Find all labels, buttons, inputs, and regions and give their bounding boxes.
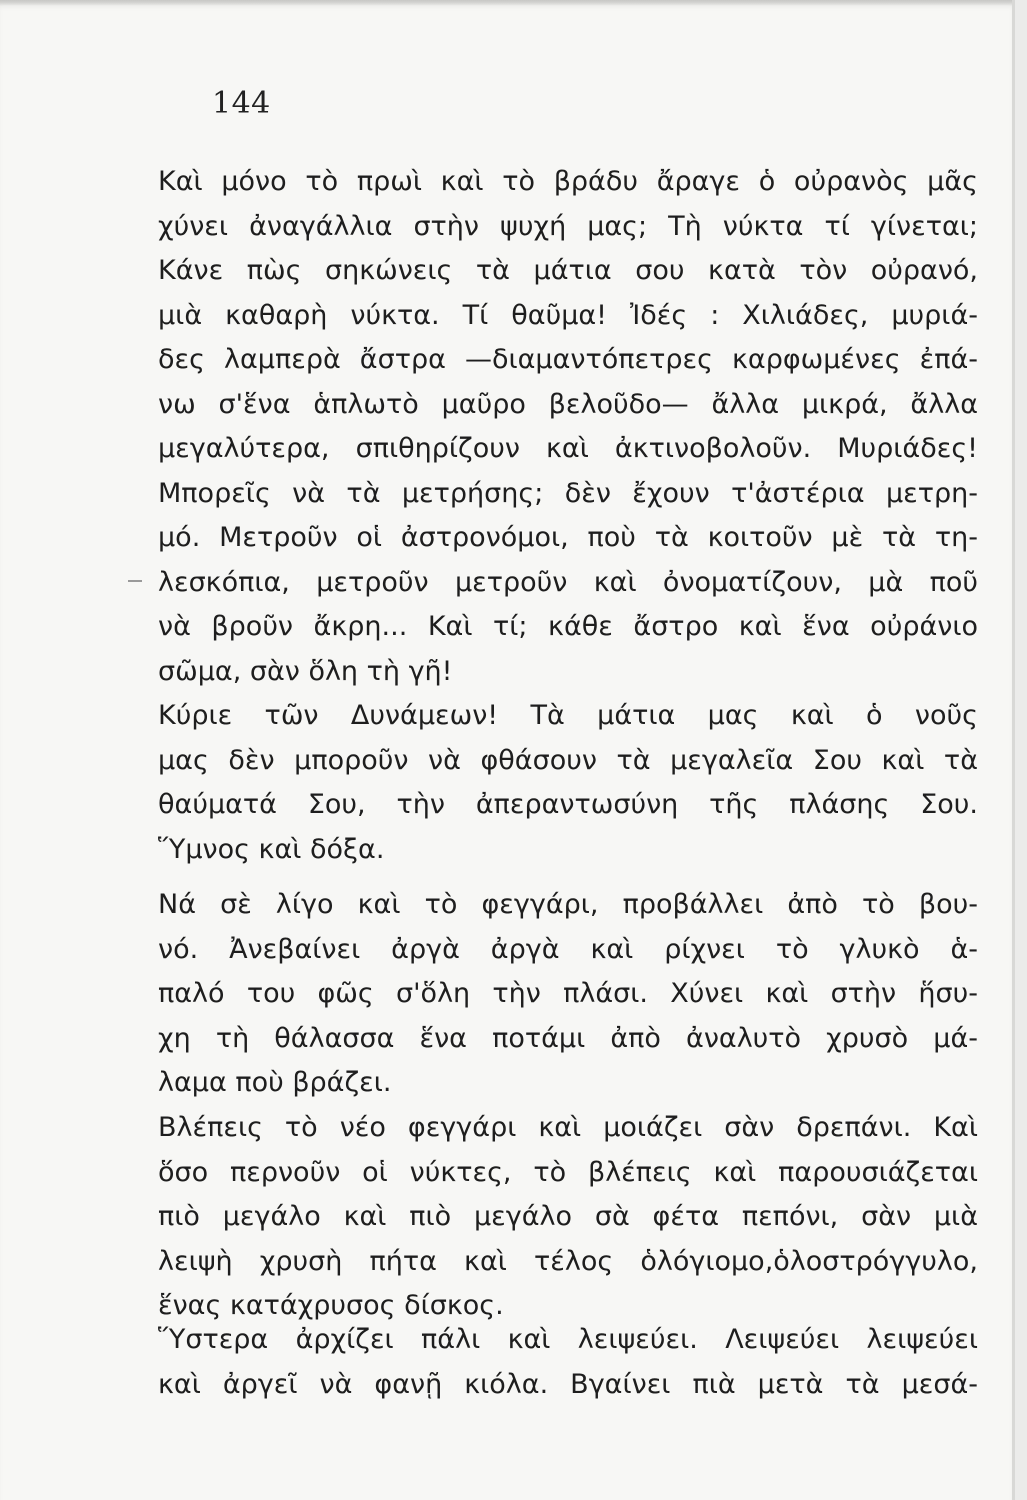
- text-line: Ὕμνος καὶ δόξα.: [158, 833, 385, 865]
- text-line: μιὰ καθαρὴ νύκτα. Τί θαῦμα! Ἰδές : Χιλιάδες, μυριά-: [158, 299, 978, 331]
- text-line: νω σ'ἕνα ἁπλωτὸ μαῦρο βελοῦδο— ἄλλα μικρά, ἄλλα: [158, 388, 978, 420]
- text-line: νό. Ἀνεβαίνει ἀργὰ ἀργὰ καὶ ρίχνει τὸ γλυκὸ ἁ-: [158, 933, 978, 965]
- text-line: Ὕστερα ἀρχίζει πάλι καὶ λειψεύει. Λειψεύει λειψεύει: [158, 1324, 978, 1355]
- text-line: λειψὴ χρυσὴ πήτα καὶ τέλος ὁλόγιομο,ὁλοστρόγγυλο,: [158, 1245, 978, 1277]
- text-line: σῶμα, σὰν ὅλη τὴ γῆ!: [158, 655, 453, 687]
- text-line: Μπορεῖς νὰ τὰ μετρήσης; δὲν ἔχουν τ'ἀστέρια μετρη-: [158, 477, 978, 509]
- text-line: νὰ βροῦν ἄκρη... Καὶ τί; κάθε ἄστρο καὶ ἕνα οὐράνιο: [158, 611, 978, 642]
- text-line: Νά σὲ λίγο καὶ τὸ φεγγάρι, προβάλλει ἀπὸ τὸ βου-: [158, 889, 978, 920]
- text-line: καὶ ἀργεῖ νὰ φανῇ κιόλα. Βγαίνει πιὰ μετὰ τὰ μεσά-: [158, 1368, 978, 1400]
- scan-edge-shadow: [0, 0, 1012, 6]
- text-line: χύνει ἀναγάλλια στὴν ψυχή μας; Τὴ νύκτα τί γίνεται;: [158, 210, 978, 242]
- paragraph-1: [158, 160, 978, 872]
- text-line: μεγαλύτερα, σπιθηρίζουν καὶ ἀκτινοβολοῦν. Μυριάδες!: [158, 433, 978, 464]
- text-line: πιὸ μεγάλο καὶ πιὸ μεγάλο σὰ φέτα πεπόνι, σὰν μιὰ: [158, 1201, 978, 1232]
- text-line: Κύριε τῶν Δυνάμεων! Τὰ μάτια μας καὶ ὁ νοῦς: [158, 700, 978, 731]
- text-line: ἕνας κατάχρυσος δίσκος.: [158, 1290, 504, 1321]
- paragraph-2: [158, 883, 978, 1106]
- text-line: θαύματά Σου, τὴν ἀπεραντωσύνη τῆς πλάσης Σου.: [158, 789, 978, 820]
- text-line: Κάνε πὼς σηκώνεις τὰ μάτια σου κατὰ τὸν οὐρανό,: [158, 255, 978, 286]
- text-line: χη τὴ θάλασσα ἕνα ποτάμι ἀπὸ ἀναλυτὸ χρυσὸ μά-: [158, 1022, 978, 1054]
- text-line: μας δὲν μποροῦν νὰ φθάσουν τὰ μεγαλεῖα Σου καὶ τὰ: [158, 744, 978, 776]
- text-line: Καὶ μόνο τὸ πρωὶ καὶ τὸ βράδυ ἄραγε ὁ οὐρανὸς μᾶς: [158, 166, 978, 197]
- margin-mark: [128, 580, 142, 582]
- page-number: 144: [212, 86, 271, 121]
- text-line: Βλέπεις τὸ νέο φεγγάρι καὶ μοιάζει σὰν δρεπάνι. Καὶ: [158, 1112, 978, 1143]
- text-line: δες λαμπερὰ ἄστρα —διαμαντόπετρες καρφωμένες ἐπά-: [158, 344, 978, 375]
- paragraph-4: [158, 1318, 978, 1407]
- text-line: ὅσο περνοῦν οἱ νύκτες, τὸ βλέπεις καὶ παρουσιάζεται: [158, 1156, 978, 1188]
- text-line: παλό του φῶς σ'ὅλη τὴν πλάσι. Χύνει καὶ στὴν ἥσυ-: [158, 978, 978, 1009]
- text-line: λεσκόπια, μετροῦν μετροῦν καὶ ὀνοματίζουν, μὰ ποῦ: [158, 566, 978, 598]
- paragraph-3: [158, 1106, 978, 1329]
- text-line: λαμα ποὺ βράζει.: [158, 1067, 392, 1098]
- text-line: μό. Μετροῦν οἱ ἀστρονόμοι, ποὺ τὰ κοιτοῦν μὲ τὰ τη-: [158, 522, 978, 553]
